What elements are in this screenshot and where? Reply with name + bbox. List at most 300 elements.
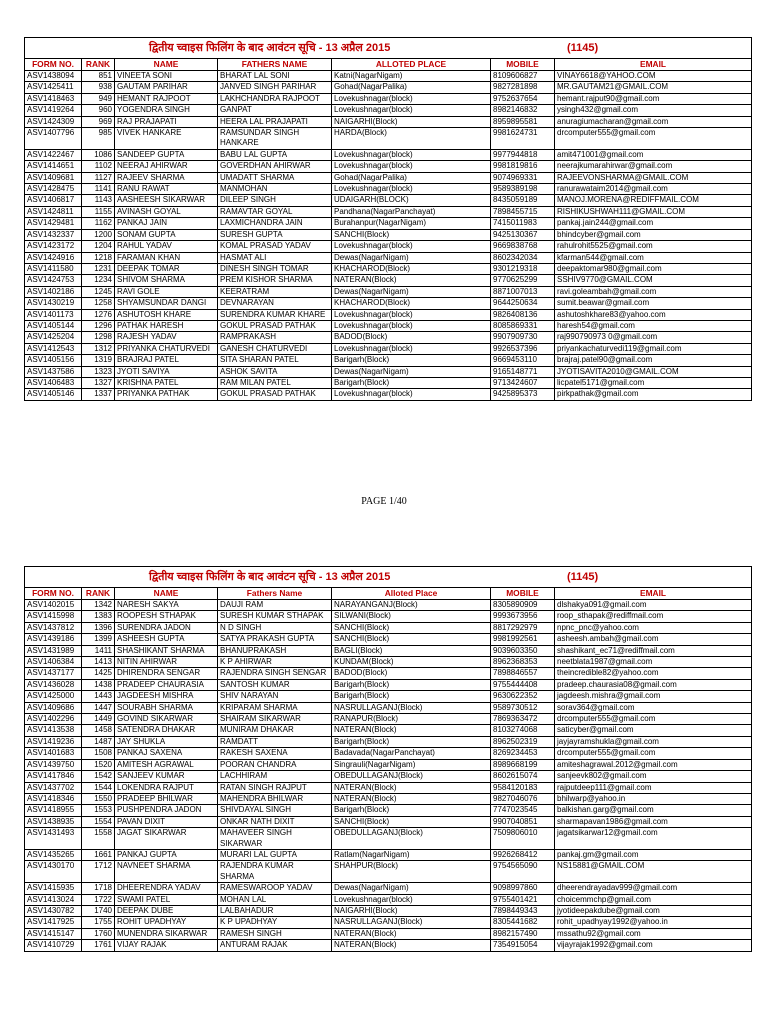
cell-rank: 1155 — [82, 206, 115, 217]
cell-fathers-name: SANTOSH KUMAR — [218, 679, 332, 690]
cell-fathers-name: SURENDRA KUMAR KHARE — [218, 309, 332, 320]
cell-email: neerajkumarahirwar@gmail.com — [555, 161, 752, 172]
cell-mobile: 9926537396 — [491, 343, 555, 354]
table-row — [25, 736, 752, 747]
cell-alloted-place: BADOD(Block) — [332, 332, 491, 343]
cell-fathers-name: DEVNARAYAN — [218, 298, 332, 309]
cell-form-no: ASV1402296 — [25, 714, 82, 725]
cell-form-no: ASV1413024 — [25, 894, 82, 905]
cell-name: NAVNEET SHARMA — [115, 861, 218, 883]
cell-alloted-place: Barigarh(Block) — [332, 736, 491, 747]
cell-name: AVINASH GOYAL — [115, 206, 218, 217]
header-row — [25, 588, 752, 600]
cell-fathers-name: SURESH KUMAR STHAPAK — [218, 611, 332, 622]
cell-rank: 1755 — [82, 917, 115, 928]
cell-email: ashutoshkhare83@yahoo.com — [555, 309, 752, 320]
cell-mobile: 9074969331 — [491, 172, 555, 183]
cell-mobile: 8435059189 — [491, 195, 555, 206]
cell-mobile: 8305890909 — [491, 600, 555, 611]
cell-email: roop_sthapak@rediffmail.com — [555, 611, 752, 622]
cell-mobile: 9752637654 — [491, 93, 555, 104]
cell-name: RAJESH YADAV — [115, 332, 218, 343]
cell-fathers-name: RAM MILAN PATEL — [218, 377, 332, 388]
cell-mobile: 9713424607 — [491, 377, 555, 388]
header-email: EMAIL — [555, 59, 752, 71]
cell-email: shashikant_ec71@rediffmail.com — [555, 645, 752, 656]
header-form-no: FORM NO. — [25, 59, 82, 71]
table-row — [25, 883, 752, 894]
cell-form-no: ASV1417925 — [25, 917, 82, 928]
cell-form-no: ASV1406483 — [25, 377, 82, 388]
cell-email: dlshakya091@gmail.com — [555, 600, 752, 611]
cell-mobile: 9926268412 — [491, 849, 555, 860]
cell-alloted-place: Gohad(NagarPalika) — [332, 82, 491, 93]
cell-email: rahulrohit5525@gmail.com — [555, 241, 752, 252]
cell-name: NARESH SAKYA — [115, 600, 218, 611]
cell-form-no: ASV1437812 — [25, 622, 82, 633]
cell-fathers-name: MUNIRAM DHAKAR — [218, 725, 332, 736]
cell-rank: 1204 — [82, 241, 115, 252]
cell-email: bhilwarp@yahoo.in — [555, 793, 752, 804]
cell-email: vijayrajak1992@gmail.com — [555, 940, 752, 951]
cell-rank: 1102 — [82, 161, 115, 172]
cell-fathers-name: DAUJI RAM — [218, 600, 332, 611]
cell-form-no: ASV1418955 — [25, 805, 82, 816]
cell-alloted-place: Dewas(NagarNigam) — [332, 286, 491, 297]
table-row — [25, 229, 752, 240]
cell-fathers-name: GOKUL PRASAD PATHAK — [218, 320, 332, 331]
table-row — [25, 355, 752, 366]
cell-email: licpatel5171@gmail.com — [555, 377, 752, 388]
cell-alloted-place: OBEDULLAGANJ(Block) — [332, 828, 491, 850]
cell-name: SHYAMSUNDAR DANGI — [115, 298, 218, 309]
cell-email: rajputdeep111@gmail.com — [555, 782, 752, 793]
cell-mobile: 8817292979 — [491, 622, 555, 633]
table-row — [25, 366, 752, 377]
cell-alloted-place: SANCHI(Block) — [332, 634, 491, 645]
cell-mobile: 9039603350 — [491, 645, 555, 656]
table-row — [25, 645, 752, 656]
cell-mobile: 9907909730 — [491, 332, 555, 343]
cell-mobile: 9993673956 — [491, 611, 555, 622]
cell-email: ysingh432@gmail.com — [555, 105, 752, 116]
cell-mobile: 9981819816 — [491, 161, 555, 172]
cell-name: RAHUL YADAV — [115, 241, 218, 252]
cell-alloted-place: Lovekushnagar(block) — [332, 93, 491, 104]
table-row — [25, 714, 752, 725]
cell-name: SANJEEV KUMAR — [115, 771, 218, 782]
cell-form-no: ASV1424753 — [25, 275, 82, 286]
cell-rank: 1722 — [82, 894, 115, 905]
cell-name: DHIRENDRA SENGAR — [115, 668, 218, 679]
cell-name: SURENDRA JADON — [115, 622, 218, 633]
cell-mobile: 9425895373 — [491, 389, 555, 400]
cell-email: ravi.goleambah@gmail.com — [555, 286, 752, 297]
table-row — [25, 82, 752, 93]
cell-email: haresh54@gmail.com — [555, 320, 752, 331]
cell-fathers-name: LALBAHADUR — [218, 905, 332, 916]
cell-alloted-place: Gohad(NagarPalika) — [332, 172, 491, 183]
cell-mobile: 9669838768 — [491, 241, 555, 252]
cell-form-no: ASV1436028 — [25, 679, 82, 690]
cell-name: SOURABH SHARMA — [115, 702, 218, 713]
cell-email: raj990790973 0@gmail.com — [555, 332, 752, 343]
total-count: (1145) — [567, 570, 599, 583]
table-row — [25, 828, 752, 850]
cell-name: DHEERENDRA YADAV — [115, 883, 218, 894]
cell-name: NEERAJ AHIRWAR — [115, 161, 218, 172]
cell-mobile: 8871007013 — [491, 286, 555, 297]
cell-form-no: ASV1424309 — [25, 116, 82, 127]
cell-alloted-place: NATERAN(Block) — [332, 275, 491, 286]
table-title: द्वितीय च्वाइस फिलिंग के बाद आवंटन सूचि - 13 अप्रैल 2015 — [149, 570, 391, 583]
cell-rank: 1413 — [82, 657, 115, 668]
cell-fathers-name: RAMSUNDAR SINGH HANKARE — [218, 128, 332, 150]
cell-name: RANU RAWAT — [115, 184, 218, 195]
cell-rank: 1342 — [82, 600, 115, 611]
header-fathers-name: Fathers Name — [218, 588, 332, 600]
cell-mobile: 8103274068 — [491, 725, 555, 736]
cell-email: jagdeesh.mishra@gmail.com — [555, 691, 752, 702]
cell-email: saticyber@gmail.com — [555, 725, 752, 736]
cell-form-no: ASV1430782 — [25, 905, 82, 916]
cell-email: pirkpathak@gmail.com — [555, 389, 752, 400]
cell-fathers-name: RAMESH SINGH — [218, 928, 332, 939]
cell-fathers-name: UMADATT SHARMA — [218, 172, 332, 183]
cell-fathers-name: SHIVDAYAL SINGH — [218, 805, 332, 816]
cell-form-no: ASV1438935 — [25, 816, 82, 827]
cell-form-no: ASV1429481 — [25, 218, 82, 229]
table-row — [25, 657, 752, 668]
cell-mobile: 9589730512 — [491, 702, 555, 713]
cell-form-no: ASV1419236 — [25, 736, 82, 747]
cell-mobile: 8269234453 — [491, 748, 555, 759]
cell-mobile: 8962502319 — [491, 736, 555, 747]
cell-email: drcomputer555@gmail.com — [555, 714, 752, 725]
cell-mobile: 8602342034 — [491, 252, 555, 263]
cell-form-no: ASV1406817 — [25, 195, 82, 206]
cell-form-no: ASV1424811 — [25, 206, 82, 217]
cell-alloted-place: Dewas(NagarNigam) — [332, 883, 491, 894]
cell-fathers-name: BHANUPRAKASH — [218, 645, 332, 656]
cell-form-no: ASV1419264 — [25, 105, 82, 116]
table-row — [25, 940, 752, 951]
cell-email: sumit.beawar@gmail.com — [555, 298, 752, 309]
table-row — [25, 332, 752, 343]
cell-fathers-name: SHIV NARAYAN — [218, 691, 332, 702]
cell-name: SHASHIKANT SHARMA — [115, 645, 218, 656]
cell-rank: 1411 — [82, 645, 115, 656]
cell-form-no: ASV1439750 — [25, 759, 82, 770]
cell-alloted-place: NATERAN(Block) — [332, 782, 491, 793]
table-row — [25, 286, 752, 297]
cell-form-no: ASV1412543 — [25, 343, 82, 354]
cell-form-no: ASV1418463 — [25, 93, 82, 104]
table-row — [25, 702, 752, 713]
cell-mobile: 9770625299 — [491, 275, 555, 286]
table-2 — [24, 566, 752, 952]
cell-fathers-name: RAMAVTAR GOYAL — [218, 206, 332, 217]
cell-email: NS15881@GMAIL.COM — [555, 861, 752, 883]
cell-name: LOKENDRA RAJPUT — [115, 782, 218, 793]
cell-name: RAJEEV SHARMA — [115, 172, 218, 183]
cell-rank: 938 — [82, 82, 115, 93]
cell-email: MANOJ.MORENA@REDIFFMAIL.COM — [555, 195, 752, 206]
cell-fathers-name: RAMPRAKASH — [218, 332, 332, 343]
cell-alloted-place: Lovekushnagar(block) — [332, 894, 491, 905]
cell-form-no: ASV1401683 — [25, 748, 82, 759]
cell-fathers-name: HASMAT ALI — [218, 252, 332, 263]
cell-rank: 1761 — [82, 940, 115, 951]
cell-fathers-name: ONKAR NATH DIXIT — [218, 816, 332, 827]
cell-rank: 1296 — [82, 320, 115, 331]
cell-rank: 1327 — [82, 377, 115, 388]
allotment-table-2 — [24, 566, 751, 952]
cell-rank: 1544 — [82, 782, 115, 793]
cell-form-no: ASV1415935 — [25, 883, 82, 894]
cell-rank: 1258 — [82, 298, 115, 309]
cell-fathers-name: MANMOHAN — [218, 184, 332, 195]
cell-alloted-place: NASRULLAGANJ(Block) — [332, 917, 491, 928]
cell-email: RISHIKUSHWAH111@GMAIL.COM — [555, 206, 752, 217]
cell-mobile: 9755444408 — [491, 679, 555, 690]
cell-fathers-name: BHARAT LAL SONI — [218, 71, 332, 82]
cell-fathers-name: RAJENDRA SINGH SENGAR — [218, 668, 332, 679]
cell-email: pankaj.gm@gmail.com — [555, 849, 752, 860]
table-row — [25, 849, 752, 860]
table-row — [25, 634, 752, 645]
cell-form-no: ASV1425000 — [25, 691, 82, 702]
header-mobile: MOBILE — [491, 588, 555, 600]
cell-rank: 1449 — [82, 714, 115, 725]
header-alloted-place: Alloted Place — [332, 588, 491, 600]
cell-mobile: 9644250634 — [491, 298, 555, 309]
cell-rank: 1554 — [82, 816, 115, 827]
cell-name: DEEPAK TOMAR — [115, 263, 218, 274]
cell-email: jyotideepakdube@gmail.com — [555, 905, 752, 916]
cell-fathers-name: GANESH CHATURVEDI — [218, 343, 332, 354]
cell-form-no: ASV1425204 — [25, 332, 82, 343]
cell-email: SSHIV9770@GMAIL.COM — [555, 275, 752, 286]
cell-mobile: 9301219318 — [491, 263, 555, 274]
cell-name: SONAM GUPTA — [115, 229, 218, 240]
cell-alloted-place: NATERAN(Block) — [332, 940, 491, 951]
cell-rank: 1550 — [82, 793, 115, 804]
cell-fathers-name: SURESH GUPTA — [218, 229, 332, 240]
cell-name: JAGAT SIKARWAR — [115, 828, 218, 850]
cell-name: HEMANT RAJPOOT — [115, 93, 218, 104]
cell-alloted-place: NASRULLAGANJ(Block) — [332, 702, 491, 713]
cell-form-no: ASV1437586 — [25, 366, 82, 377]
table-row — [25, 195, 752, 206]
table-row — [25, 679, 752, 690]
table-row — [25, 241, 752, 252]
header-name: NAME — [115, 59, 218, 71]
cell-email: hemant.rajput90@gmail.com — [555, 93, 752, 104]
cell-mobile: 8982157490 — [491, 928, 555, 939]
cell-rank: 1458 — [82, 725, 115, 736]
cell-rank: 1141 — [82, 184, 115, 195]
table-row — [25, 149, 752, 160]
cell-mobile: 7898455715 — [491, 206, 555, 217]
cell-alloted-place: SILWANI(Block) — [332, 611, 491, 622]
cell-name: PRADEEP BHILWAR — [115, 793, 218, 804]
cell-rank: 1231 — [82, 263, 115, 274]
cell-rank: 1425 — [82, 668, 115, 679]
cell-form-no: ASV1428475 — [25, 184, 82, 195]
cell-email: VINAY6618@YAHOO.COM — [555, 71, 752, 82]
cell-fathers-name: KRIPARAM SHARMA — [218, 702, 332, 713]
cell-form-no: ASV1430170 — [25, 861, 82, 883]
cell-form-no: ASV1414651 — [25, 161, 82, 172]
cell-rank: 1487 — [82, 736, 115, 747]
cell-fathers-name: N D SINGH — [218, 622, 332, 633]
cell-rank: 1508 — [82, 748, 115, 759]
cell-email: ranurawataim2014@gmail.com — [555, 184, 752, 195]
table-row — [25, 105, 752, 116]
cell-form-no: ASV1422467 — [25, 149, 82, 160]
cell-alloted-place: NATERAN(Block) — [332, 928, 491, 939]
cell-name: NITIN AHIRWAR — [115, 657, 218, 668]
cell-mobile: 9165148771 — [491, 366, 555, 377]
cell-rank: 1319 — [82, 355, 115, 366]
cell-rank: 1298 — [82, 332, 115, 343]
cell-name: DEEPAK DUBE — [115, 905, 218, 916]
cell-email: JYOTISAVITA2010@GMAIL.COM — [555, 366, 752, 377]
header-alloted-place: ALLOTED PLACE — [332, 59, 491, 71]
cell-rank: 1383 — [82, 611, 115, 622]
cell-form-no: ASV1409686 — [25, 702, 82, 713]
cell-mobile: 7415011983 — [491, 218, 555, 229]
cell-name: VIJAY RAJAK — [115, 940, 218, 951]
cell-name: VIVEK HANKARE — [115, 128, 218, 150]
cell-alloted-place: UDAIGARH(BLOCK) — [332, 195, 491, 206]
cell-mobile: 9589389198 — [491, 184, 555, 195]
cell-name: ROOPESH STHAPAK — [115, 611, 218, 622]
cell-rank: 1200 — [82, 229, 115, 240]
cell-rank: 1447 — [82, 702, 115, 713]
cell-rank: 1740 — [82, 905, 115, 916]
cell-alloted-place: SHAHPUR(Block) — [332, 861, 491, 883]
cell-mobile: 8305441682 — [491, 917, 555, 928]
cell-fathers-name: POORAN CHANDRA — [218, 759, 332, 770]
cell-form-no: ASV1405146 — [25, 389, 82, 400]
cell-fathers-name: KOMAL PRASAD YADAV — [218, 241, 332, 252]
cell-mobile: 7354915054 — [491, 940, 555, 951]
cell-name: GOVIND SIKARWAR — [115, 714, 218, 725]
cell-fathers-name: LACHHIRAM — [218, 771, 332, 782]
header-rank: RANK — [82, 59, 115, 71]
cell-mobile: 9827281898 — [491, 82, 555, 93]
table-row — [25, 928, 752, 939]
cell-rank: 969 — [82, 116, 115, 127]
cell-email: asheesh.ambah@gmail.com — [555, 634, 752, 645]
cell-fathers-name: RAMDATT — [218, 736, 332, 747]
cell-alloted-place: Dewas(NagarNigam) — [332, 366, 491, 377]
cell-form-no: ASV1431493 — [25, 828, 82, 850]
cell-form-no: ASV1406384 — [25, 657, 82, 668]
cell-alloted-place: Lovekushnagar(block) — [332, 320, 491, 331]
cell-name: PRIYANKA CHATURVEDI — [115, 343, 218, 354]
cell-form-no: ASV1402186 — [25, 286, 82, 297]
table-body — [25, 600, 752, 952]
cell-email: drcomputer555@gmail.com — [555, 128, 752, 150]
cell-name: PUSHPENDRA JADON — [115, 805, 218, 816]
cell-fathers-name: DINESH SINGH TOMAR — [218, 263, 332, 274]
cell-alloted-place: Ratlam(NagarNigam) — [332, 849, 491, 860]
cell-mobile: 7509806010 — [491, 828, 555, 850]
cell-email: sorav364@gmail.com — [555, 702, 752, 713]
cell-rank: 985 — [82, 128, 115, 150]
cell-form-no: ASV1413538 — [25, 725, 82, 736]
cell-mobile: 9754565090 — [491, 861, 555, 883]
cell-alloted-place: HARDA(Block) — [332, 128, 491, 150]
cell-mobile: 7898449343 — [491, 905, 555, 916]
table-row — [25, 861, 752, 883]
cell-email: jagatsikarwar12@gmail.com — [555, 828, 752, 850]
cell-email: balkishan.garg@gmail.com — [555, 805, 752, 816]
table-row — [25, 771, 752, 782]
cell-form-no: ASV1415998 — [25, 611, 82, 622]
table-1 — [24, 37, 752, 401]
cell-alloted-place: NATERAN(Block) — [332, 725, 491, 736]
cell-alloted-place: NAIGARHI(Block) — [332, 905, 491, 916]
cell-email: neetblata1987@gmail.com — [555, 657, 752, 668]
cell-email: RAJEEVONSHARMA@GMAIL.COM — [555, 172, 752, 183]
cell-email: theincredible82@yahoo.com — [555, 668, 752, 679]
cell-mobile: 7869363472 — [491, 714, 555, 725]
cell-name: SHIVOM SHARMA — [115, 275, 218, 286]
cell-rank: 1438 — [82, 679, 115, 690]
cell-rank: 1234 — [82, 275, 115, 286]
cell-rank: 1520 — [82, 759, 115, 770]
cell-mobile: 9755401421 — [491, 894, 555, 905]
cell-alloted-place: Lovekushnagar(block) — [332, 241, 491, 252]
cell-fathers-name: MAHAVEER SINGH SIKARWAR — [218, 828, 332, 850]
cell-form-no: ASV1424916 — [25, 252, 82, 263]
cell-name: BRAJRAJ PATEL — [115, 355, 218, 366]
cell-mobile: 9584120183 — [491, 782, 555, 793]
cell-fathers-name: ANTURAM RAJAK — [218, 940, 332, 951]
cell-name: PAVAN DIXIT — [115, 816, 218, 827]
cell-rank: 1718 — [82, 883, 115, 894]
cell-form-no: ASV1430219 — [25, 298, 82, 309]
table-row — [25, 691, 752, 702]
cell-rank: 1542 — [82, 771, 115, 782]
cell-name: JYOTI SAVIYA — [115, 366, 218, 377]
cell-name: ROHIT UPADHYAY — [115, 917, 218, 928]
cell-mobile: 8989668199 — [491, 759, 555, 770]
cell-mobile: 9098997860 — [491, 883, 555, 894]
title-row — [25, 567, 752, 588]
cell-fathers-name: HEERA LAL PRAJAPATI — [218, 116, 332, 127]
table-row — [25, 116, 752, 127]
cell-alloted-place: SANCHI(Block) — [332, 229, 491, 240]
cell-name: VINEETA SONI — [115, 71, 218, 82]
cell-mobile: 7747023545 — [491, 805, 555, 816]
cell-rank: 1245 — [82, 286, 115, 297]
cell-rank: 960 — [82, 105, 115, 116]
cell-mobile: 9981992561 — [491, 634, 555, 645]
cell-fathers-name: SHAIRAM SIKARWAR — [218, 714, 332, 725]
header-row — [25, 59, 752, 71]
cell-mobile: 9826408136 — [491, 309, 555, 320]
cell-email: bhindcyber@gmail.com — [555, 229, 752, 240]
table-row — [25, 917, 752, 928]
cell-name: AMITESH AGRAWAL — [115, 759, 218, 770]
cell-mobile: 9981624731 — [491, 128, 555, 150]
cell-name: ASHEESH GUPTA — [115, 634, 218, 645]
